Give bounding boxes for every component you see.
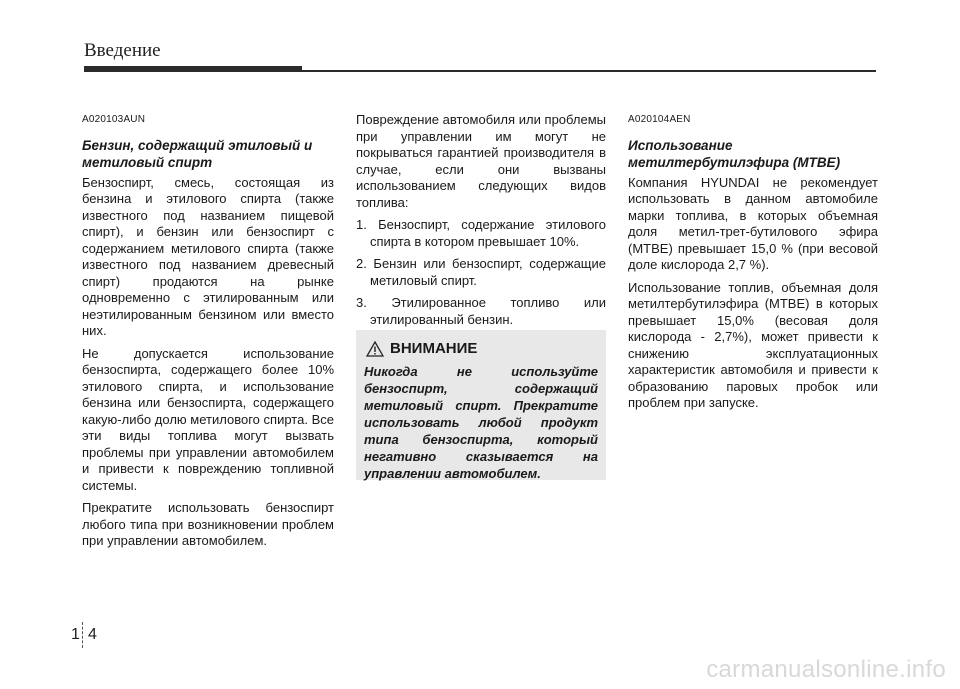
paragraph: Прекратите использовать бензоспирт любого типа при возникновении проблем при управлении автомобилем. [82, 500, 334, 548]
page-number-separator [82, 622, 83, 648]
warning-title [366, 340, 598, 357]
chapter-number: 1 [71, 626, 80, 643]
paragraph: Бензоспирт, смесь, состоящая из бензина и этилового спирта (также известного под названием пищевой спирт), и бензин или бензоспирт с содержанием метилового спирта (также известного под названием древесный спирт) продаются на рынке одновременно с этилированным или неэтилированным бензином или вместо них. [82, 174, 334, 338]
paragraph: Использование топлив, объемная доля метилтербутилэфира (MTBE) в которых превышает 15,0% (весовая доля кислорода - 2,7%), может привести к снижению эксплуатационных характеристик автомобиля и привести к образованию паровых пробок или проблем при запуске. [628, 279, 878, 410]
header-rule-thin [302, 70, 876, 72]
paragraph: Повреждение автомобиля или проблемы при управлении им могут не покрываться гарантией производителя в случае, если они вызваны использованием следующих видов топлива: [356, 112, 606, 210]
left-column [82, 112, 334, 556]
section-heading: Бензин, содержащий этиловый и метиловый спирт [82, 137, 313, 170]
header-rule-thick [84, 66, 302, 72]
list-item: 1. Бензоспирт, содержание этилового спирта в котором превышает 10%. [356, 217, 606, 249]
right-column [628, 112, 878, 418]
fuel-list [356, 217, 606, 328]
paragraph: Не допускается использование бензоспирта, содержащего более 10% этилового спирта, и использование бензина или бензоспирта, содержащего какую-либо долю метилового спирта. Все эти виды топлива могут вызвать проблемы при управлении автомобилем и привести к повреждению топливной системы. [82, 345, 334, 493]
paragraph: Компания HYUNDAI не рекомендует использовать в данном автомобиле марки топлива, в которых объемная доля метил-трет-бутилового эфира (MTBE) превышает 15,0 % (при весовой доле кислорода 2,7 %). [628, 174, 878, 272]
section-code: A020103AUN [82, 114, 146, 125]
section-title: Введение [84, 40, 161, 61]
middle-column [356, 112, 606, 334]
list-item: 3. Этилированное топливо или этилированный бензин. [356, 295, 606, 327]
warning-box [356, 330, 606, 480]
warning-triangle-icon [366, 341, 384, 357]
warning-text: Никогда не используйте бензоспирт, содержащий метиловый спирт. Прекратите использовать любой продукт типа бензоспирта, который негативно сказывается на управлении автомобилем. [364, 364, 598, 481]
section-heading: Использование метилтербутилэфира (MTBE) [628, 137, 841, 170]
section-code: A020104AEN [628, 114, 691, 125]
page-number: 4 [88, 626, 97, 643]
watermark: carmanualsonline.info [706, 656, 946, 683]
warning-title-text: ВНИМАНИЕ [390, 340, 478, 357]
list-item: 2. Бензин или бензоспирт, содержащие метиловый спирт. [356, 256, 606, 288]
